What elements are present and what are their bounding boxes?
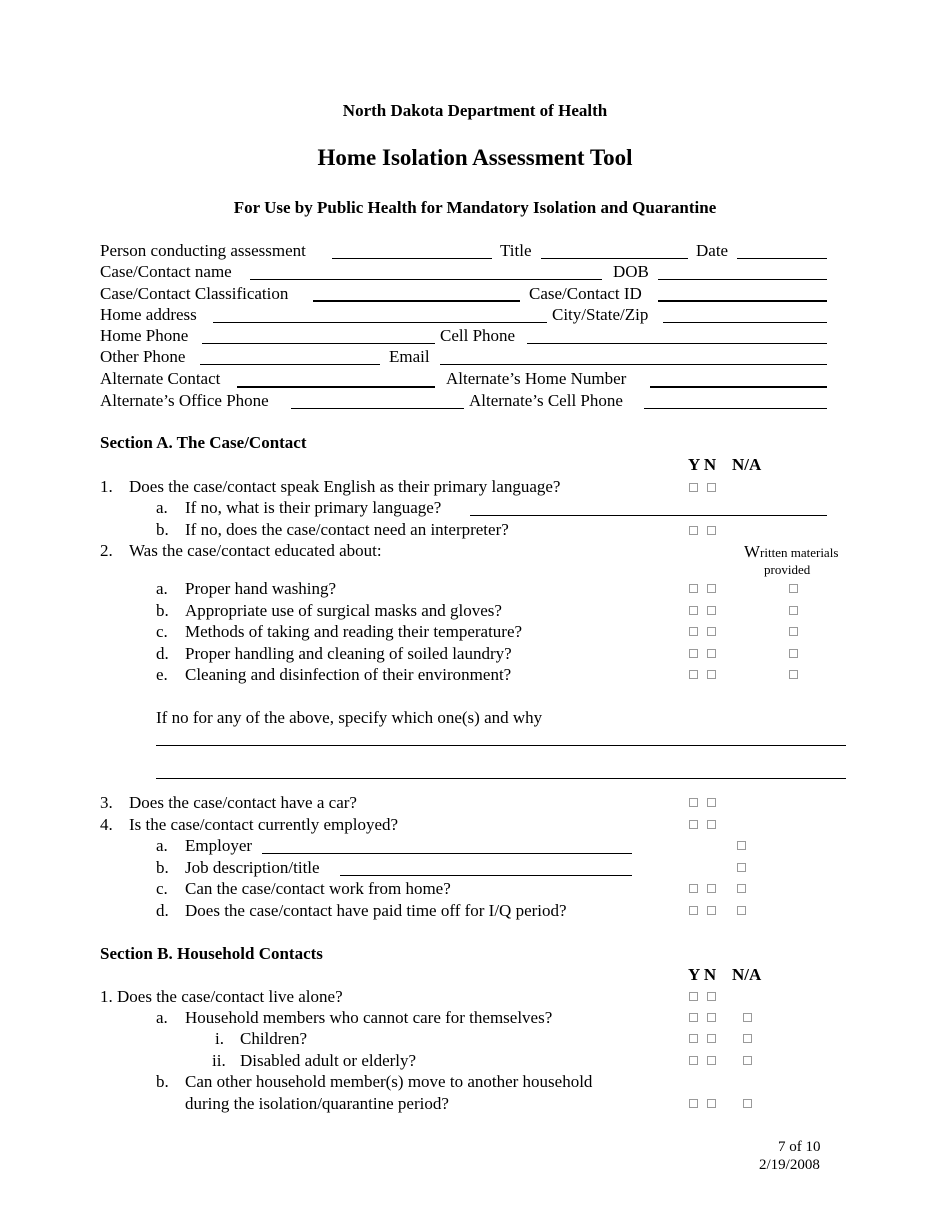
dob-field[interactable] <box>658 279 827 280</box>
q4c-no-checkbox[interactable] <box>707 884 716 893</box>
home-address-field[interactable] <box>213 322 547 323</box>
home-phone-field[interactable] <box>202 343 435 344</box>
q2-item-no-checkbox[interactable] <box>707 584 716 593</box>
department-name: North Dakota Department of Health <box>342 101 608 120</box>
q2-item-number: b. <box>156 601 169 620</box>
q4a-na-checkbox[interactable] <box>737 841 746 850</box>
q2-item-no-checkbox[interactable] <box>707 670 716 679</box>
q4d-no-checkbox[interactable] <box>707 906 716 915</box>
q1b-yes-checkbox[interactable] <box>689 526 698 535</box>
b-qb-text-line-2: during the isolation/quarantine period? <box>185 1094 449 1113</box>
q2-item-written-materials-checkbox[interactable] <box>789 627 798 636</box>
b-qa-na-checkbox[interactable] <box>743 1013 752 1022</box>
date-label: Date <box>696 241 729 260</box>
classification-field[interactable] <box>313 300 520 302</box>
q1-yes-checkbox[interactable] <box>689 483 698 492</box>
q4-text: Is the case/contact currently employed? <box>129 815 399 834</box>
q1b-number: b. <box>156 520 169 539</box>
classification-label: Case/Contact Classification <box>100 284 289 303</box>
q2-item-text: Cleaning and disinfection of their environment? <box>185 665 512 684</box>
q3-number: 3. <box>100 793 113 812</box>
title-label: Title <box>500 241 532 260</box>
b-qb-number: b. <box>156 1072 169 1091</box>
q2-item-text: Proper handling and cleaning of soiled laundry? <box>185 644 512 663</box>
section-b-yn-header: Y N <box>688 965 717 984</box>
q1b-no-checkbox[interactable] <box>707 526 716 535</box>
q2-item-text: Methods of taking and reading their temperature? <box>185 622 523 641</box>
q2-item-written-materials-checkbox[interactable] <box>789 670 798 679</box>
q2-item-text: Appropriate use of surgical masks and gloves? <box>185 601 502 620</box>
q2-item-number: e. <box>156 665 168 684</box>
section-a-heading: Section A. The Case/Contact <box>100 433 307 452</box>
b-qa-text: Household members who cannot care for themselves? <box>185 1008 553 1027</box>
dob-label: DOB <box>613 262 649 281</box>
page-subtitle: For Use by Public Health for Mandatory Isolation and Quarantine <box>233 198 717 217</box>
q2-item-yes-checkbox[interactable] <box>689 627 698 636</box>
q4-yes-checkbox[interactable] <box>689 820 698 829</box>
title-field[interactable] <box>541 258 688 259</box>
q2-item-written-materials-checkbox[interactable] <box>789 606 798 615</box>
b-qb-na-checkbox[interactable] <box>743 1099 752 1108</box>
alternate-contact-label: Alternate Contact <box>100 369 221 388</box>
section-a-yn-header: Y N <box>688 455 717 474</box>
employer-field[interactable] <box>262 853 632 854</box>
email-field[interactable] <box>440 364 827 365</box>
q4b-number: b. <box>156 858 169 877</box>
b-qai-text: Children? <box>240 1029 308 1048</box>
q4b-text: Job description/title <box>185 858 320 877</box>
alternate-office-field[interactable] <box>291 408 464 409</box>
page-title: Home Isolation Assessment Tool <box>317 145 633 170</box>
q4c-text: Can the case/contact work from home? <box>185 879 451 898</box>
q4d-number: d. <box>156 901 169 920</box>
q2-number: 2. <box>100 541 113 560</box>
written-materials-rest: ritten materials <box>760 545 839 560</box>
q2-item-written-materials-checkbox[interactable] <box>789 649 798 658</box>
section-b-heading: Section B. Household Contacts <box>100 944 323 963</box>
b-qaii-text: Disabled adult or elderly? <box>240 1051 417 1070</box>
b-qb-text-line-1: Can other household member(s) move to another household <box>185 1072 593 1091</box>
case-id-field[interactable] <box>658 300 827 302</box>
cell-phone-field[interactable] <box>527 343 827 344</box>
alternate-cell-field[interactable] <box>644 408 827 409</box>
q4-no-checkbox[interactable] <box>707 820 716 829</box>
b-qai-no-checkbox[interactable] <box>707 1034 716 1043</box>
alternate-cell-label: Alternate’s Cell Phone <box>469 391 623 410</box>
alternate-home-label: Alternate’s Home Number <box>446 369 627 388</box>
b-q1-no-checkbox[interactable] <box>707 992 716 1001</box>
q1a-number: a. <box>156 498 168 517</box>
person-conducting-field[interactable] <box>332 258 492 259</box>
written-materials-header <box>744 542 838 562</box>
alternate-contact-field[interactable] <box>237 386 435 388</box>
alternate-home-field[interactable] <box>650 386 827 388</box>
q1b-text: If no, does the case/contact need an interpreter? <box>185 520 509 539</box>
b-qa-yes-checkbox[interactable] <box>689 1013 698 1022</box>
email-label: Email <box>389 347 430 366</box>
q2-item-yes-checkbox[interactable] <box>689 670 698 679</box>
q4b-na-checkbox[interactable] <box>737 863 746 872</box>
b-qaii-number: ii. <box>212 1051 226 1070</box>
date-field[interactable] <box>737 258 827 259</box>
q4c-yes-checkbox[interactable] <box>689 884 698 893</box>
written-materials-initial: W <box>744 542 761 561</box>
b-qai-number: i. <box>215 1029 224 1048</box>
q4-number: 4. <box>100 815 113 834</box>
city-state-zip-field[interactable] <box>663 322 827 323</box>
section-b-na-header: N/A <box>732 965 762 984</box>
q2-item-yes-checkbox[interactable] <box>689 649 698 658</box>
case-id-label: Case/Contact ID <box>529 284 642 303</box>
section-a-na-header: N/A <box>732 455 762 474</box>
q2-item-number: a. <box>156 579 168 598</box>
q1-no-checkbox[interactable] <box>707 483 716 492</box>
q3-yes-checkbox[interactable] <box>689 798 698 807</box>
q4d-yes-checkbox[interactable] <box>689 906 698 915</box>
q1a-text: If no, what is their primary language? <box>185 498 442 517</box>
b-qb-yes-checkbox[interactable] <box>689 1099 698 1108</box>
alternate-office-label: Alternate’s Office Phone <box>100 391 269 410</box>
home-address-label: Home address <box>100 305 197 324</box>
city-state-zip-label: City/State/Zip <box>552 305 649 324</box>
q2-item-no-checkbox[interactable] <box>707 627 716 636</box>
q4c-na-checkbox[interactable] <box>737 884 746 893</box>
cell-phone-label: Cell Phone <box>440 326 516 345</box>
q1-number: 1. <box>100 477 113 496</box>
b-qb-no-checkbox[interactable] <box>707 1099 716 1108</box>
written-materials-provided: provided <box>764 562 811 577</box>
home-phone-label: Home Phone <box>100 326 189 345</box>
b-q1-yes-checkbox[interactable] <box>689 992 698 1001</box>
other-phone-label: Other Phone <box>100 347 186 366</box>
q2-item-written-materials-checkbox[interactable] <box>789 584 798 593</box>
q4d-text: Does the case/contact have paid time off for I/Q period? <box>185 901 567 920</box>
page-number: 7 of 10 <box>778 1139 821 1155</box>
q3-no-checkbox[interactable] <box>707 798 716 807</box>
q2-item-text: Proper hand washing? <box>185 579 337 598</box>
b-qa-no-checkbox[interactable] <box>707 1013 716 1022</box>
q2-item-no-checkbox[interactable] <box>707 606 716 615</box>
b-qai-na-checkbox[interactable] <box>743 1034 752 1043</box>
q4c-number: c. <box>156 879 168 898</box>
q2-item-number: c. <box>156 622 168 641</box>
q3-text: Does the case/contact have a car? <box>129 793 357 812</box>
q2-item-yes-checkbox[interactable] <box>689 584 698 593</box>
if-no-instruction: If no for any of the above, specify which one(s) and why <box>156 708 543 727</box>
other-phone-field[interactable] <box>200 364 380 365</box>
b-q1-text: 1. Does the case/contact live alone? <box>100 987 343 1006</box>
q2-item-no-checkbox[interactable] <box>707 649 716 658</box>
if-no-answer-line-2[interactable] <box>156 778 846 779</box>
q4a-number: a. <box>156 836 168 855</box>
person-conducting-label: Person conducting assessment <box>100 241 306 260</box>
b-qaii-na-checkbox[interactable] <box>743 1056 752 1065</box>
b-qaii-yes-checkbox[interactable] <box>689 1056 698 1065</box>
q2-item-yes-checkbox[interactable] <box>689 606 698 615</box>
b-qai-yes-checkbox[interactable] <box>689 1034 698 1043</box>
b-qa-number: a. <box>156 1008 168 1027</box>
if-no-answer-line-1[interactable] <box>156 745 846 746</box>
q2-item-number: d. <box>156 644 169 663</box>
q2-text: Was the case/contact educated about: <box>129 541 382 560</box>
primary-language-field[interactable] <box>470 515 827 516</box>
revision-date: 2/19/2008 <box>759 1157 820 1173</box>
case-name-label: Case/Contact name <box>100 262 232 281</box>
q4a-text: Employer <box>185 836 253 855</box>
b-qaii-no-checkbox[interactable] <box>707 1056 716 1065</box>
case-name-field[interactable] <box>250 279 602 280</box>
q1-text: Does the case/contact speak English as their primary language? <box>129 477 561 496</box>
job-title-field[interactable] <box>340 875 632 876</box>
q4d-na-checkbox[interactable] <box>737 906 746 915</box>
